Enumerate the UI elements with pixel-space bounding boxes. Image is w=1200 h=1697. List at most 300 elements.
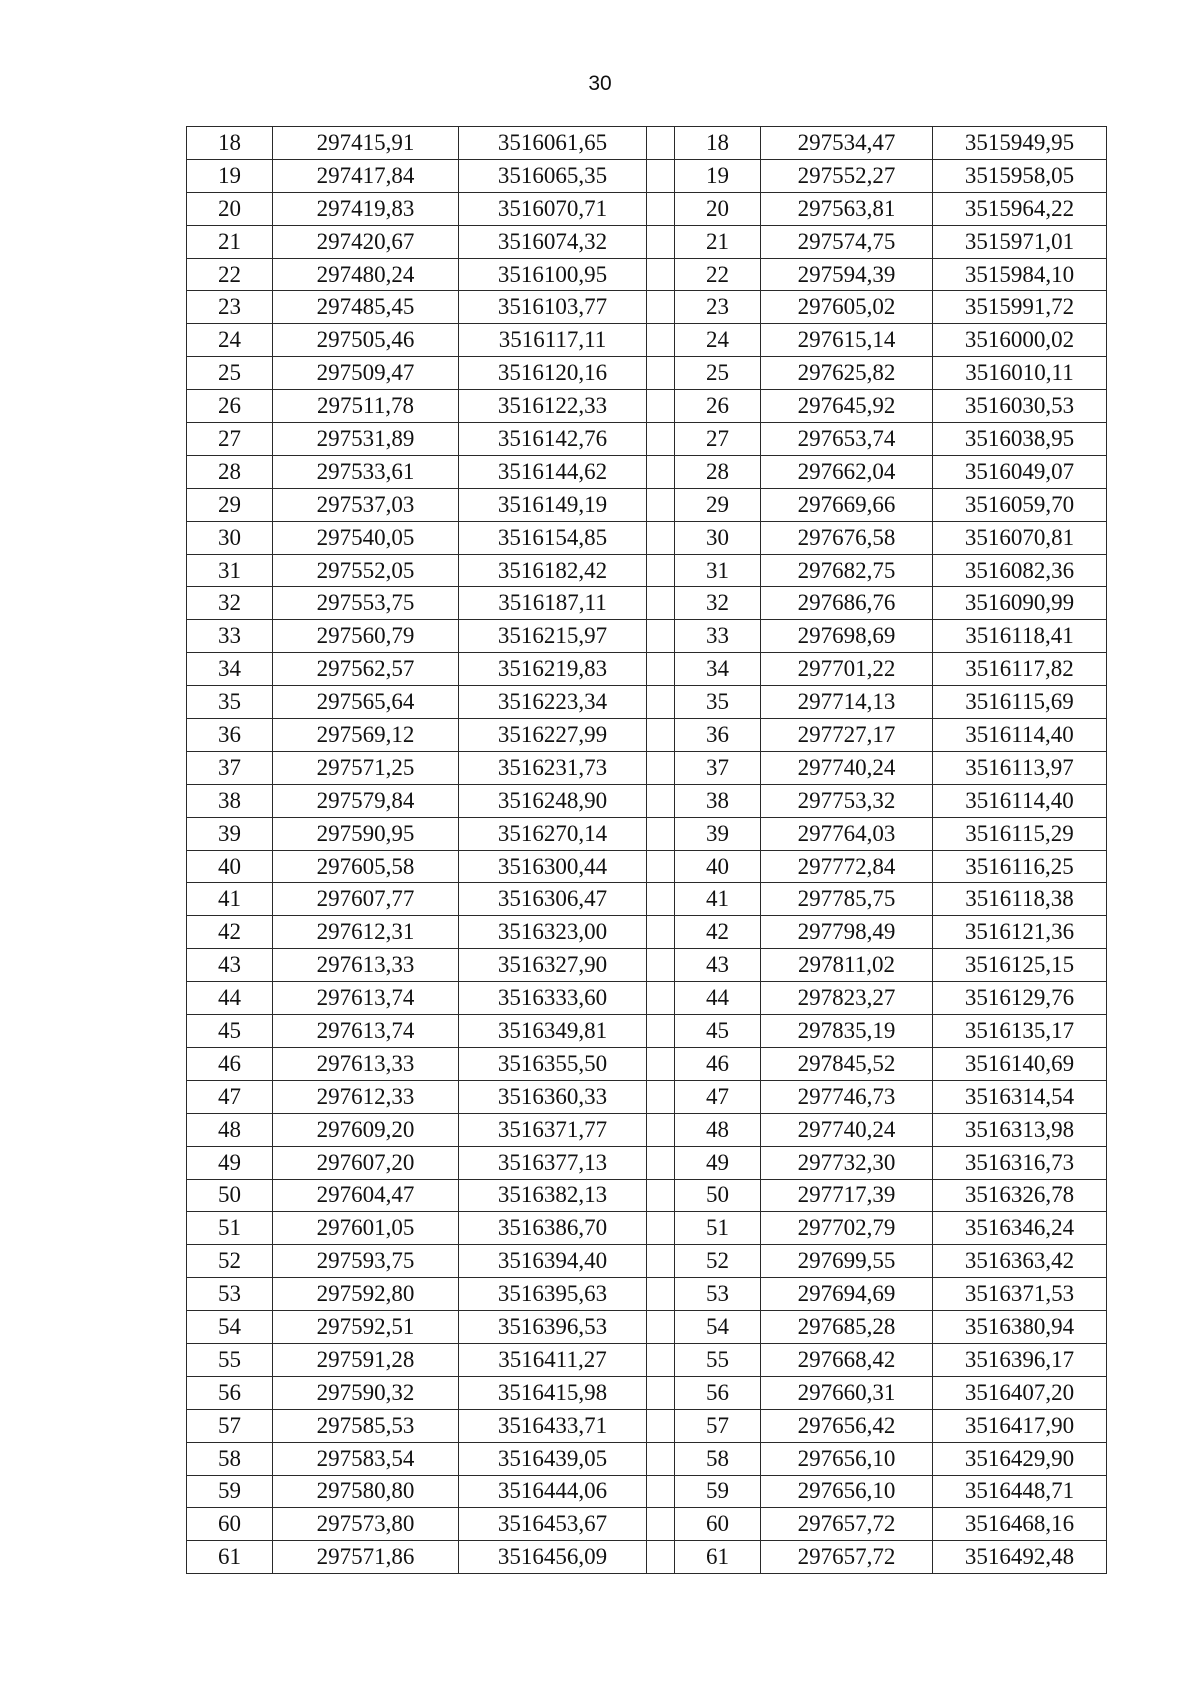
left-coordinate-x: 297560,79	[273, 620, 459, 653]
left-coordinate-x: 297590,32	[273, 1376, 459, 1409]
left-coordinate-y: 3516415,98	[459, 1376, 647, 1409]
table-row	[187, 1376, 1107, 1409]
left-coordinate-x: 297604,47	[273, 1179, 459, 1212]
right-coordinate-x: 297694,69	[761, 1278, 933, 1311]
column-spacer	[647, 324, 675, 357]
left-point-number: 54	[187, 1311, 273, 1344]
right-point-number: 52	[675, 1245, 761, 1278]
column-spacer	[647, 686, 675, 719]
column-spacer	[647, 455, 675, 488]
right-coordinate-y: 3516140,69	[933, 1047, 1107, 1080]
right-coordinate-x: 297657,72	[761, 1508, 933, 1541]
column-spacer	[647, 1376, 675, 1409]
right-point-number: 29	[675, 488, 761, 521]
right-coordinate-x: 297662,04	[761, 455, 933, 488]
column-spacer	[647, 1278, 675, 1311]
left-point-number: 31	[187, 554, 273, 587]
column-spacer	[647, 883, 675, 916]
left-coordinate-y: 3516074,32	[459, 225, 647, 258]
left-point-number: 49	[187, 1146, 273, 1179]
left-coordinate-y: 3516394,40	[459, 1245, 647, 1278]
right-coordinate-x: 297746,73	[761, 1080, 933, 1113]
table-row	[187, 1080, 1107, 1113]
right-coordinate-y: 3516117,82	[933, 653, 1107, 686]
column-spacer	[647, 784, 675, 817]
left-coordinate-y: 3516386,70	[459, 1212, 647, 1245]
table-row	[187, 1278, 1107, 1311]
right-coordinate-y: 3516116,25	[933, 850, 1107, 883]
left-coordinate-x: 297592,51	[273, 1311, 459, 1344]
left-point-number: 24	[187, 324, 273, 357]
left-point-number: 44	[187, 982, 273, 1015]
table-row	[187, 719, 1107, 752]
column-spacer	[647, 554, 675, 587]
left-point-number: 58	[187, 1442, 273, 1475]
left-coordinate-y: 3516270,14	[459, 817, 647, 850]
left-coordinate-y: 3516117,11	[459, 324, 647, 357]
right-coordinate-y: 3516010,11	[933, 357, 1107, 390]
table-row	[187, 455, 1107, 488]
right-coordinate-x: 297594,39	[761, 258, 933, 291]
column-spacer	[647, 258, 675, 291]
right-point-number: 45	[675, 1015, 761, 1048]
right-coordinate-y: 3516118,38	[933, 883, 1107, 916]
left-point-number: 37	[187, 751, 273, 784]
right-coordinate-x: 297686,76	[761, 587, 933, 620]
left-point-number: 42	[187, 916, 273, 949]
right-coordinate-y: 3515958,05	[933, 159, 1107, 192]
left-coordinate-y: 3516327,90	[459, 949, 647, 982]
column-spacer	[647, 1179, 675, 1212]
left-point-number: 48	[187, 1113, 273, 1146]
left-coordinate-y: 3516355,50	[459, 1047, 647, 1080]
left-point-number: 55	[187, 1343, 273, 1376]
left-coordinate-y: 3516187,11	[459, 587, 647, 620]
right-coordinate-y: 3516346,24	[933, 1212, 1107, 1245]
right-point-number: 33	[675, 620, 761, 653]
table-row	[187, 324, 1107, 357]
left-coordinate-y: 3516149,19	[459, 488, 647, 521]
right-point-number: 28	[675, 455, 761, 488]
right-coordinate-y: 3516326,78	[933, 1179, 1107, 1212]
table-row	[187, 1475, 1107, 1508]
column-spacer	[647, 1212, 675, 1245]
left-point-number: 39	[187, 817, 273, 850]
right-coordinate-x: 297645,92	[761, 390, 933, 423]
left-coordinate-x: 297605,58	[273, 850, 459, 883]
left-point-number: 32	[187, 587, 273, 620]
table-row	[187, 127, 1107, 160]
left-coordinate-y: 3516371,77	[459, 1113, 647, 1146]
left-coordinate-x: 297417,84	[273, 159, 459, 192]
left-point-number: 20	[187, 192, 273, 225]
left-coordinate-y: 3516433,71	[459, 1409, 647, 1442]
right-coordinate-x: 297727,17	[761, 719, 933, 752]
left-coordinate-x: 297613,74	[273, 982, 459, 1015]
right-coordinate-y: 3516115,69	[933, 686, 1107, 719]
right-point-number: 27	[675, 423, 761, 456]
right-coordinate-y: 3516468,16	[933, 1508, 1107, 1541]
column-spacer	[647, 127, 675, 160]
table-row	[187, 653, 1107, 686]
right-coordinate-x: 297660,31	[761, 1376, 933, 1409]
left-point-number: 46	[187, 1047, 273, 1080]
right-point-number: 48	[675, 1113, 761, 1146]
left-coordinate-x: 297562,57	[273, 653, 459, 686]
right-coordinate-y: 3516316,73	[933, 1146, 1107, 1179]
right-coordinate-y: 3516407,20	[933, 1376, 1107, 1409]
table-row	[187, 521, 1107, 554]
left-coordinate-y: 3516382,13	[459, 1179, 647, 1212]
left-coordinate-y: 3516103,77	[459, 291, 647, 324]
right-point-number: 25	[675, 357, 761, 390]
right-coordinate-y: 3516059,70	[933, 488, 1107, 521]
left-coordinate-x: 297583,54	[273, 1442, 459, 1475]
left-point-number: 56	[187, 1376, 273, 1409]
column-spacer	[647, 620, 675, 653]
table-row	[187, 1409, 1107, 1442]
left-coordinate-x: 297569,12	[273, 719, 459, 752]
right-point-number: 54	[675, 1311, 761, 1344]
right-coordinate-x: 297702,79	[761, 1212, 933, 1245]
right-coordinate-y: 3516135,17	[933, 1015, 1107, 1048]
right-coordinate-y: 3516121,36	[933, 916, 1107, 949]
left-coordinate-x: 297573,80	[273, 1508, 459, 1541]
table-row	[187, 751, 1107, 784]
table-row	[187, 1311, 1107, 1344]
right-point-number: 55	[675, 1343, 761, 1376]
left-coordinate-x: 297590,95	[273, 817, 459, 850]
left-point-number: 34	[187, 653, 273, 686]
left-point-number: 25	[187, 357, 273, 390]
right-point-number: 47	[675, 1080, 761, 1113]
right-coordinate-x: 297605,02	[761, 291, 933, 324]
column-spacer	[647, 1113, 675, 1146]
left-point-number: 29	[187, 488, 273, 521]
column-spacer	[647, 1245, 675, 1278]
right-coordinate-x: 297835,19	[761, 1015, 933, 1048]
right-coordinate-x: 297698,69	[761, 620, 933, 653]
left-coordinate-x: 297509,47	[273, 357, 459, 390]
column-spacer	[647, 587, 675, 620]
right-coordinate-x: 297656,10	[761, 1442, 933, 1475]
left-coordinate-y: 3516411,27	[459, 1343, 647, 1376]
table-row	[187, 554, 1107, 587]
column-spacer	[647, 751, 675, 784]
right-point-number: 24	[675, 324, 761, 357]
table-row	[187, 488, 1107, 521]
table-row	[187, 1179, 1107, 1212]
column-spacer	[647, 192, 675, 225]
right-coordinate-y: 3516070,81	[933, 521, 1107, 554]
right-coordinate-x: 297732,30	[761, 1146, 933, 1179]
left-point-number: 43	[187, 949, 273, 982]
left-point-number: 26	[187, 390, 273, 423]
right-coordinate-y: 3516313,98	[933, 1113, 1107, 1146]
table-row	[187, 1047, 1107, 1080]
left-coordinate-x: 297609,20	[273, 1113, 459, 1146]
left-coordinate-x: 297419,83	[273, 192, 459, 225]
left-coordinate-y: 3516227,99	[459, 719, 647, 752]
table-row	[187, 390, 1107, 423]
left-coordinate-x: 297613,74	[273, 1015, 459, 1048]
left-coordinate-y: 3516439,05	[459, 1442, 647, 1475]
right-coordinate-x: 297656,42	[761, 1409, 933, 1442]
table-row	[187, 1343, 1107, 1376]
left-coordinate-y: 3516248,90	[459, 784, 647, 817]
left-point-number: 33	[187, 620, 273, 653]
right-coordinate-x: 297717,39	[761, 1179, 933, 1212]
left-point-number: 60	[187, 1508, 273, 1541]
column-spacer	[647, 1343, 675, 1376]
right-coordinate-x: 297657,72	[761, 1541, 933, 1574]
left-point-number: 18	[187, 127, 273, 160]
right-coordinate-x: 297534,47	[761, 127, 933, 160]
left-point-number: 36	[187, 719, 273, 752]
right-coordinate-y: 3515964,22	[933, 192, 1107, 225]
table-row	[187, 423, 1107, 456]
left-coordinate-x: 297531,89	[273, 423, 459, 456]
right-coordinate-y: 3516038,95	[933, 423, 1107, 456]
right-coordinate-x: 297668,42	[761, 1343, 933, 1376]
left-coordinate-x: 297593,75	[273, 1245, 459, 1278]
left-coordinate-x: 297613,33	[273, 949, 459, 982]
table-row	[187, 949, 1107, 982]
left-coordinate-x: 297607,77	[273, 883, 459, 916]
right-point-number: 35	[675, 686, 761, 719]
column-spacer	[647, 521, 675, 554]
left-point-number: 47	[187, 1080, 273, 1113]
right-point-number: 49	[675, 1146, 761, 1179]
right-point-number: 44	[675, 982, 761, 1015]
left-coordinate-x: 297511,78	[273, 390, 459, 423]
left-coordinate-y: 3516360,33	[459, 1080, 647, 1113]
right-coordinate-y: 3516000,02	[933, 324, 1107, 357]
right-coordinate-x: 297615,14	[761, 324, 933, 357]
left-coordinate-x: 297505,46	[273, 324, 459, 357]
right-point-number: 57	[675, 1409, 761, 1442]
right-coordinate-y: 3516113,97	[933, 751, 1107, 784]
right-coordinate-y: 3516125,15	[933, 949, 1107, 982]
right-coordinate-x: 297714,13	[761, 686, 933, 719]
left-coordinate-y: 3516142,76	[459, 423, 647, 456]
right-coordinate-y: 3516030,53	[933, 390, 1107, 423]
right-point-number: 31	[675, 554, 761, 587]
right-coordinate-x: 297823,27	[761, 982, 933, 1015]
table-row	[187, 784, 1107, 817]
left-point-number: 28	[187, 455, 273, 488]
column-spacer	[647, 1311, 675, 1344]
left-coordinate-y: 3516306,47	[459, 883, 647, 916]
left-coordinate-y: 3516182,42	[459, 554, 647, 587]
left-coordinate-x: 297485,45	[273, 291, 459, 324]
left-point-number: 50	[187, 1179, 273, 1212]
right-point-number: 50	[675, 1179, 761, 1212]
left-coordinate-y: 3516323,00	[459, 916, 647, 949]
right-point-number: 19	[675, 159, 761, 192]
column-spacer	[647, 1475, 675, 1508]
left-coordinate-y: 3516122,33	[459, 390, 647, 423]
left-coordinate-x: 297612,31	[273, 916, 459, 949]
column-spacer	[647, 390, 675, 423]
left-coordinate-x: 297592,80	[273, 1278, 459, 1311]
left-point-number: 52	[187, 1245, 273, 1278]
right-coordinate-x: 297798,49	[761, 916, 933, 949]
right-coordinate-y: 3516114,40	[933, 784, 1107, 817]
table-row	[187, 192, 1107, 225]
table-row	[187, 225, 1107, 258]
column-spacer	[647, 982, 675, 1015]
table-row	[187, 159, 1107, 192]
left-coordinate-x: 297580,80	[273, 1475, 459, 1508]
page-number: 30	[588, 72, 612, 95]
right-coordinate-y: 3515984,10	[933, 258, 1107, 291]
right-point-number: 26	[675, 390, 761, 423]
column-spacer	[647, 1409, 675, 1442]
left-coordinate-y: 3516333,60	[459, 982, 647, 1015]
column-spacer	[647, 653, 675, 686]
left-coordinate-y: 3516219,83	[459, 653, 647, 686]
column-spacer	[647, 225, 675, 258]
left-coordinate-y: 3516070,71	[459, 192, 647, 225]
table-row	[187, 1541, 1107, 1574]
right-coordinate-y: 3516129,76	[933, 982, 1107, 1015]
right-point-number: 36	[675, 719, 761, 752]
left-coordinate-y: 3516300,44	[459, 850, 647, 883]
left-coordinate-x: 297585,53	[273, 1409, 459, 1442]
left-coordinate-x: 297415,91	[273, 127, 459, 160]
right-coordinate-x: 297656,10	[761, 1475, 933, 1508]
left-coordinate-y: 3516120,16	[459, 357, 647, 390]
left-point-number: 57	[187, 1409, 273, 1442]
left-coordinate-x: 297565,64	[273, 686, 459, 719]
left-coordinate-y: 3516065,35	[459, 159, 647, 192]
right-point-number: 21	[675, 225, 761, 258]
right-coordinate-x: 297552,27	[761, 159, 933, 192]
left-point-number: 53	[187, 1278, 273, 1311]
table-row	[187, 817, 1107, 850]
left-coordinate-y: 3516377,13	[459, 1146, 647, 1179]
left-point-number: 21	[187, 225, 273, 258]
left-point-number: 23	[187, 291, 273, 324]
left-coordinate-y: 3516223,34	[459, 686, 647, 719]
left-coordinate-y: 3516349,81	[459, 1015, 647, 1048]
column-spacer	[647, 949, 675, 982]
column-spacer	[647, 159, 675, 192]
left-point-number: 40	[187, 850, 273, 883]
right-coordinate-y: 3516371,53	[933, 1278, 1107, 1311]
right-coordinate-x: 297753,32	[761, 784, 933, 817]
right-point-number: 34	[675, 653, 761, 686]
table-row	[187, 1113, 1107, 1146]
left-coordinate-y: 3516231,73	[459, 751, 647, 784]
right-point-number: 22	[675, 258, 761, 291]
right-coordinate-x: 297682,75	[761, 554, 933, 587]
coordinates-table-body	[187, 127, 1107, 1574]
left-coordinate-y: 3516456,09	[459, 1541, 647, 1574]
right-coordinate-x: 297811,02	[761, 949, 933, 982]
table-row	[187, 1015, 1107, 1048]
column-spacer	[647, 1442, 675, 1475]
left-point-number: 61	[187, 1541, 273, 1574]
left-coordinate-x: 297601,05	[273, 1212, 459, 1245]
right-point-number: 53	[675, 1278, 761, 1311]
left-coordinate-y: 3516453,67	[459, 1508, 647, 1541]
table-row	[187, 1508, 1107, 1541]
right-point-number: 38	[675, 784, 761, 817]
right-point-number: 40	[675, 850, 761, 883]
right-point-number: 18	[675, 127, 761, 160]
left-coordinate-y: 3516395,63	[459, 1278, 647, 1311]
left-coordinate-y: 3516144,62	[459, 455, 647, 488]
right-coordinate-x: 297785,75	[761, 883, 933, 916]
column-spacer	[647, 1047, 675, 1080]
right-coordinate-y: 3516049,07	[933, 455, 1107, 488]
right-coordinate-y: 3516118,41	[933, 620, 1107, 653]
right-point-number: 46	[675, 1047, 761, 1080]
table-row	[187, 1212, 1107, 1245]
left-point-number: 22	[187, 258, 273, 291]
left-coordinate-x: 297537,03	[273, 488, 459, 521]
right-coordinate-y: 3515991,72	[933, 291, 1107, 324]
column-spacer	[647, 719, 675, 752]
right-point-number: 61	[675, 1541, 761, 1574]
right-point-number: 56	[675, 1376, 761, 1409]
right-coordinate-x: 297845,52	[761, 1047, 933, 1080]
right-point-number: 59	[675, 1475, 761, 1508]
right-coordinate-x: 297699,55	[761, 1245, 933, 1278]
left-coordinate-x: 297591,28	[273, 1343, 459, 1376]
right-point-number: 20	[675, 192, 761, 225]
right-point-number: 30	[675, 521, 761, 554]
table-row	[187, 1245, 1107, 1278]
left-coordinate-x: 297553,75	[273, 587, 459, 620]
right-coordinate-y: 3516380,94	[933, 1311, 1107, 1344]
right-coordinate-x: 297701,22	[761, 653, 933, 686]
right-coordinate-y: 3516090,99	[933, 587, 1107, 620]
right-coordinate-y: 3515971,01	[933, 225, 1107, 258]
right-coordinate-y: 3516114,40	[933, 719, 1107, 752]
right-point-number: 41	[675, 883, 761, 916]
left-coordinate-x: 297420,67	[273, 225, 459, 258]
column-spacer	[647, 1508, 675, 1541]
table-row	[187, 686, 1107, 719]
left-point-number: 51	[187, 1212, 273, 1245]
right-coordinate-x: 297676,58	[761, 521, 933, 554]
right-coordinate-y: 3516363,42	[933, 1245, 1107, 1278]
right-coordinate-x: 297669,66	[761, 488, 933, 521]
right-point-number: 42	[675, 916, 761, 949]
left-coordinate-x: 297607,20	[273, 1146, 459, 1179]
right-coordinate-y: 3516448,71	[933, 1475, 1107, 1508]
left-coordinate-x: 297540,05	[273, 521, 459, 554]
right-point-number: 58	[675, 1442, 761, 1475]
left-coordinate-y: 3516444,06	[459, 1475, 647, 1508]
table-row	[187, 916, 1107, 949]
table-row	[187, 258, 1107, 291]
left-coordinate-x: 297552,05	[273, 554, 459, 587]
right-point-number: 60	[675, 1508, 761, 1541]
column-spacer	[647, 1015, 675, 1048]
right-coordinate-x: 297740,24	[761, 751, 933, 784]
column-spacer	[647, 1541, 675, 1574]
right-coordinate-y: 3516429,90	[933, 1442, 1107, 1475]
column-spacer	[647, 291, 675, 324]
column-spacer	[647, 1080, 675, 1113]
table-row	[187, 883, 1107, 916]
left-coordinate-x: 297613,33	[273, 1047, 459, 1080]
column-spacer	[647, 817, 675, 850]
